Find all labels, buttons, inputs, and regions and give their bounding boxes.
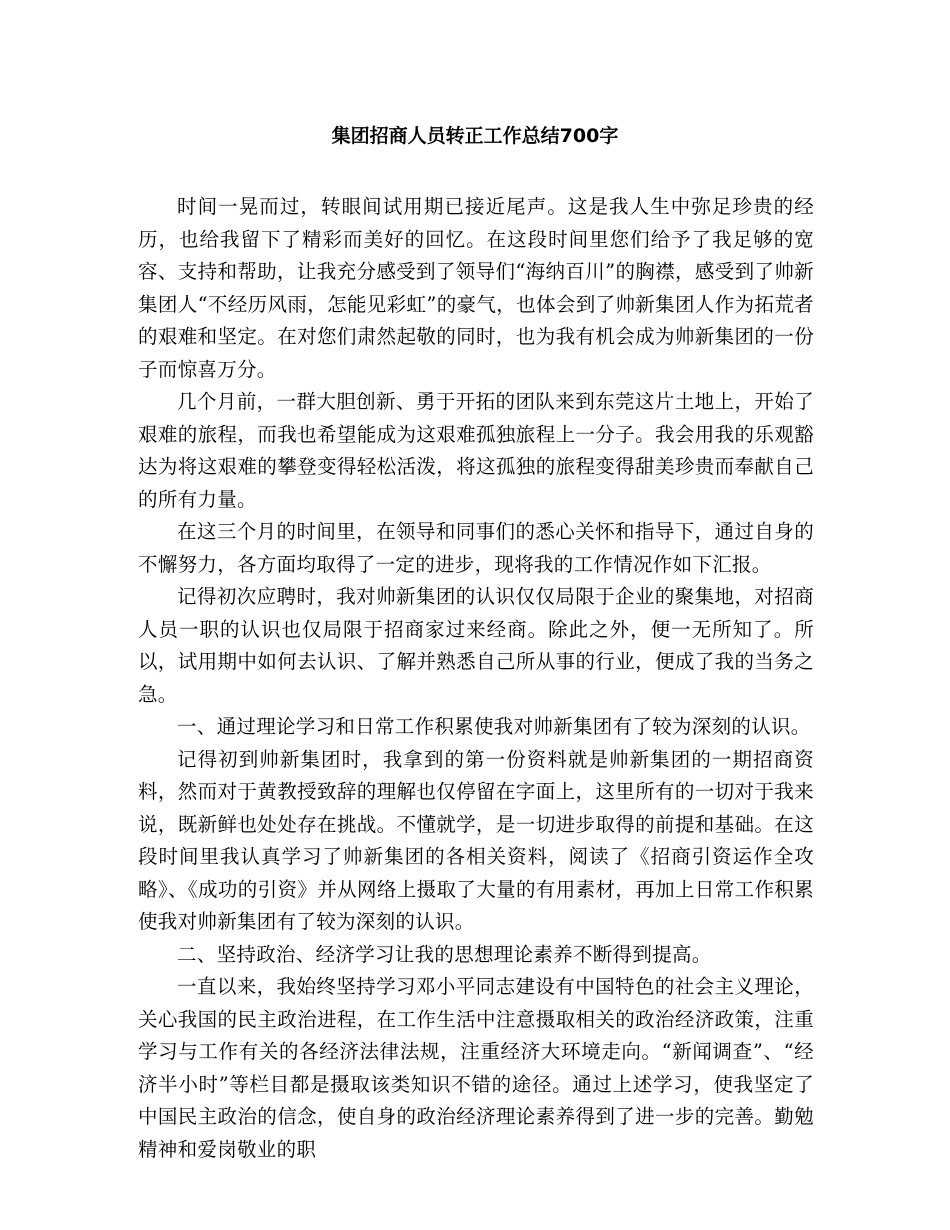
paragraph: 一直以来，我始终坚持学习邓小平同志建设有中国特色的社会主义理论，关心我国的民主政治进程，在工作生活中注意摄取相关的政治经济政策，注重学习与工作有关的各经济法律法规，注重经济大环境走向。“新闻调查”、“经济半小时”等栏目都是摄取该类知识不错的途径。通过上述学习，使我坚定了中国民主政治的信念，使自身的政治经济理论素养得到了进一步的完善。勤勉精神和爱岗敬业的职 <box>138 975 814 1161</box>
paragraph: 记得初到帅新集团时，我拿到的第一份资料就是帅新集团的一期招商资料，然而对于黄教授致辞的理解也仅停留在字面上，这里所有的一切对于我来说，既新鲜也处处存在挑战。不懂就学，是一切进步取得的前提和基础。在这段时间里我认真学习了帅新集团的各相关资料，阅读了《招商引资运作全攻略》、《成功的引资》并从网络上摄取了大量的有用素材，再加上日常工作积累使我对帅新集团有了较为深刻的认识。 <box>138 747 814 933</box>
paragraph: 记得初次应聘时，我对帅新集团的认识仅仅局限于企业的聚集地，对招商人员一职的认识也仅局限于招商家过来经商。除此之外，便一无所知了。所以，试用期中如何去认识、了解并熟悉自己所从事的行业，便成了我的当务之急。 <box>138 585 814 706</box>
document-body <box>138 191 814 1166</box>
document-title: 集团招商人员转正工作总结700字 <box>331 125 619 147</box>
paragraph: 几个月前，一群大胆创新、勇于开拓的团队来到东莞这片土地上，开始了艰难的旅程，而我也希望能成为这艰难孤独旅程上一分子。我会用我的乐观豁达为将这艰难的攀登变得轻松活泼，将这孤独的旅程变得甜美珍贵而奉献自己的所有力量。 <box>138 390 814 511</box>
paragraph: 时间一晃而过，转眼间试用期已接近尾声。这是我人生中弥足珍贵的经历，也给我留下了精彩而美好的回忆。在这段时间里您们给予了我足够的宽容、支持和帮助，让我充分感受到了领导们“海纳百川”的胸襟，感受到了帅新集团人“不经历风雨，怎能见彩虹”的豪气，也体会到了帅新集团人作为拓荒者的艰难和坚定。在对您们肃然起敬的同时，也为我有机会成为帅新集团的一份子而惊喜万分。 <box>138 195 814 381</box>
section-heading: 一、通过理论学习和日常工作积累使我对帅新集团有了较为深刻的认识。 <box>177 715 811 738</box>
paragraph: 在这三个月的时间里，在领导和同事们的悉心关怀和指导下，通过自身的不懈努力，各方面均取得了一定的进步，现将我的工作情况作如下汇报。 <box>138 520 814 576</box>
section-heading: 二、坚持政治、经济学习让我的思想理论素养不断得到提高。 <box>177 942 712 966</box>
